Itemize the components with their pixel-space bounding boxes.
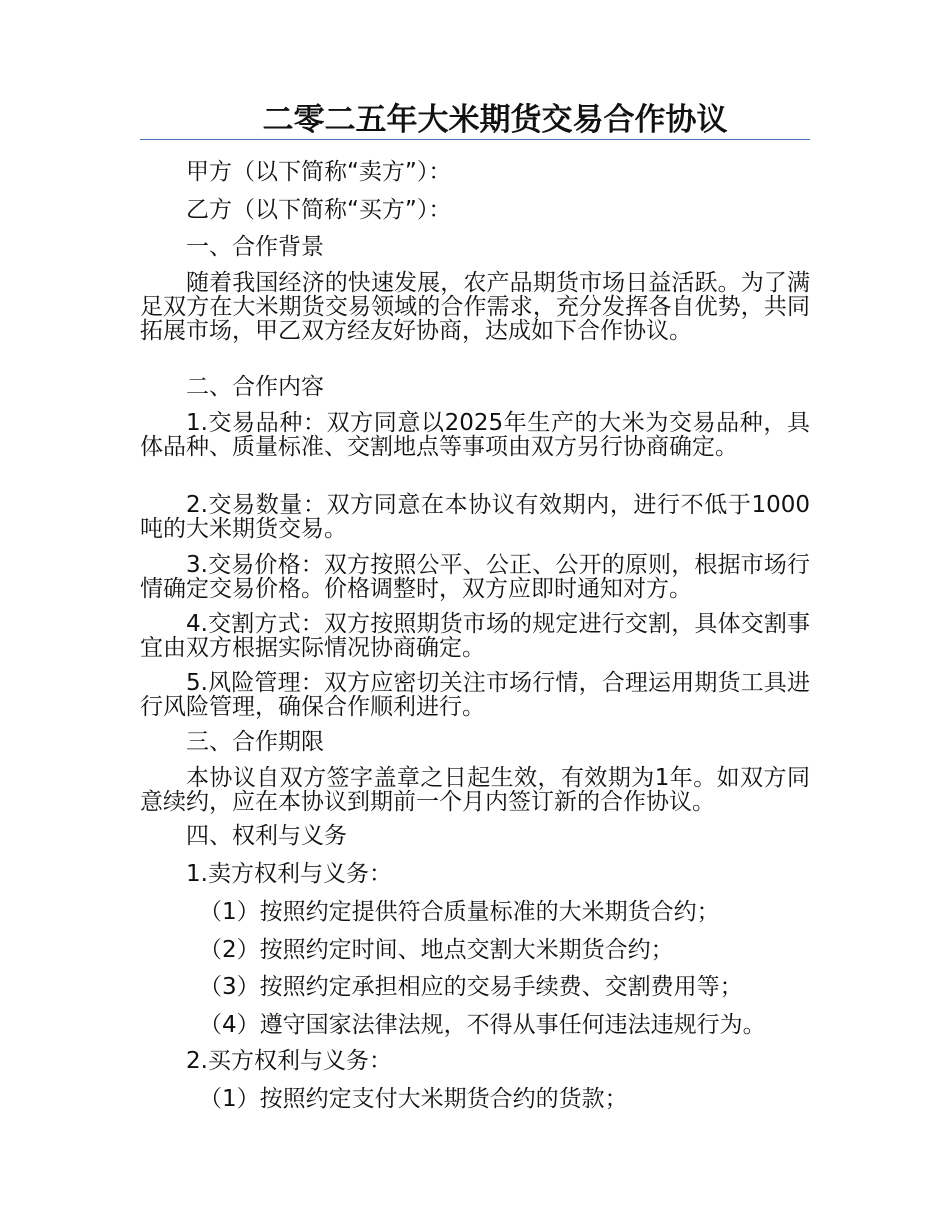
party-b-line: 乙方（以下简称“买方”）：: [186, 197, 452, 223]
seller-item-1: （1）按照约定提供符合质量标准的大米期货合约；: [199, 899, 720, 925]
seller-item-2: （2）按照约定时间、地点交割大米期货合约；: [199, 937, 674, 963]
section1-heading: 一、合作背景: [186, 234, 324, 260]
clause-4: 4.交割方式：双方按照期货市场的规定进行交割，具体交割事宜由双方根据实际情况协商确定。: [140, 611, 810, 661]
party-a-line: 甲方（以下简称“卖方”）：: [186, 159, 452, 185]
seller-heading: 1.卖方权利与义务：: [186, 861, 392, 887]
section1-body: 随着我国经济的快速发展，农产品期货市场日益活跃。为了满足双方在大米期货交易领域的合作需求，充分发挥各自优势，共同拓展市场，甲乙双方经友好协商，达成如下合作协议。: [140, 270, 810, 344]
clause-3: 3.交易价格：双方按照公平、公正、公开的原则，根据市场行情确定交易价格。价格调整时，双方应即时通知对方。: [140, 552, 810, 602]
document-title: 二零二五年大米期货交易合作协议: [262, 102, 728, 138]
buyer-item-1: （1）按照约定支付大米期货合约的货款；: [199, 1086, 628, 1112]
clause-5: 5.风险管理：双方应密切关注市场行情，合理运用期货工具进行风险管理，确保合作顺利进行。: [140, 670, 810, 720]
buyer-heading: 2.买方权利与义务：: [186, 1048, 392, 1074]
clause-2: 2.交易数量：双方同意在本协议有效期内，进行不低于1000吨的大米期货交易。: [140, 492, 810, 542]
section4-heading: 四、权利与义务: [186, 823, 347, 849]
section2-heading: 二、合作内容: [186, 374, 324, 400]
seller-item-3: （3）按照约定承担相应的交易手续费、交割费用等；: [199, 974, 743, 1000]
section3-body: 本协议自双方签字盖章之日起生效，有效期为1年。如双方同意续约，应在本协议到期前一个月内签订新的合作协议。: [140, 765, 810, 815]
seller-item-4: （4）遵守国家法律法规，不得从事任何违法违规行为。: [199, 1012, 766, 1038]
title-underline: [140, 139, 810, 140]
section3-heading: 三、合作期限: [186, 729, 324, 755]
clause-1: 1.交易品种：双方同意以2025年生产的大米为交易品种，具体品种、质量标准、交割地点等事项由双方另行协商确定。: [140, 410, 810, 460]
